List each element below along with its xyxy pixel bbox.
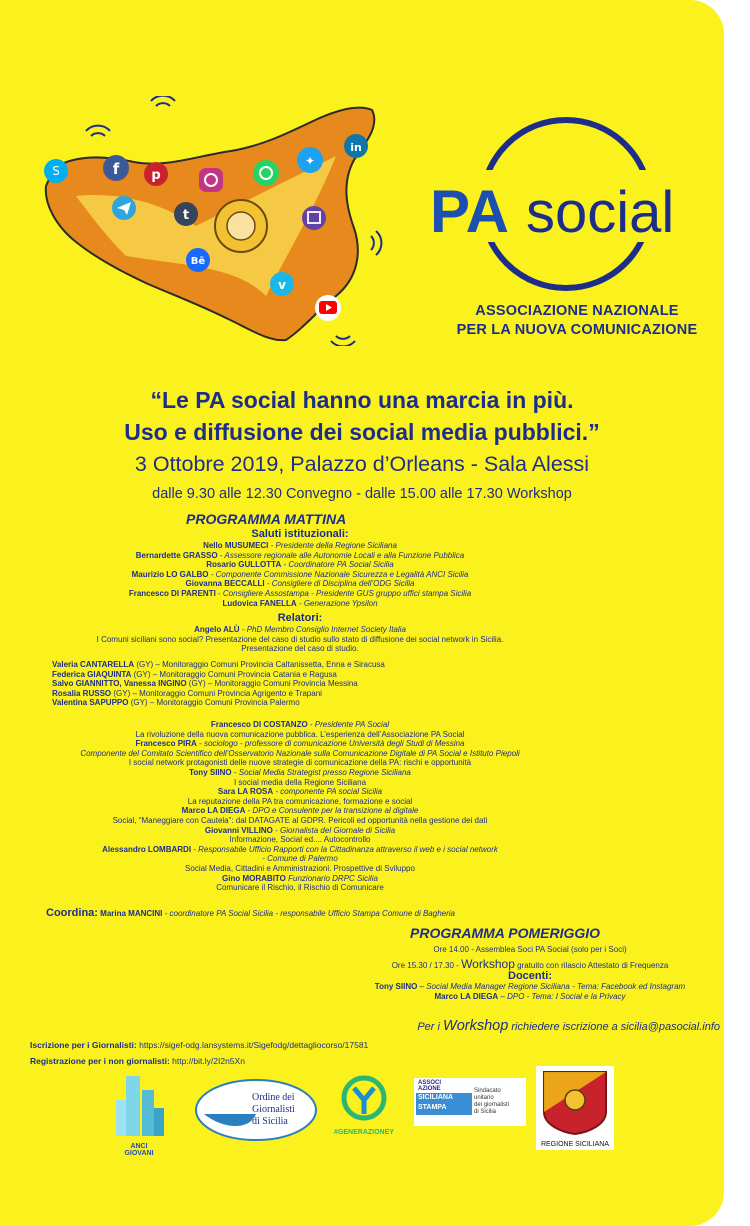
whatsapp-icon — [253, 160, 279, 186]
monitoraggio-line — [52, 679, 572, 689]
youtube-icon — [315, 295, 341, 321]
afternoon-schedule — [340, 944, 720, 1002]
saluto-name: Nello MUSUMECI — [203, 541, 269, 550]
docente-line — [340, 982, 720, 992]
monitoraggio-name: Rosalia RUSSO — [52, 688, 112, 698]
speaker-line — [30, 625, 570, 635]
speaker-role: - Giornalista del Giornale di Sicilia — [272, 825, 396, 835]
speaker-role: - DPO e Consulente per la transizione al digitale — [245, 806, 419, 816]
association-line-1: ASSOCIAZIONE NAZIONALE — [475, 303, 679, 319]
relatori-section — [30, 612, 570, 654]
speaker-name: Angelo ALÙ — [194, 625, 240, 634]
talk-topic: I social media della Regione Siciliana — [233, 777, 367, 787]
talk-topic: I social network protagonisti delle nuove strategie di comunicazione della PA: rischi e opportunità — [128, 758, 472, 768]
morning-program-title: PROGRAMMA MATTINA — [186, 511, 347, 527]
anci-giovani-logo — [104, 1068, 174, 1158]
monitoraggio-name: Federica GIAQUINTA — [52, 669, 132, 679]
others-registration — [30, 1056, 245, 1066]
docente-name: Marco LA DIEGA — [434, 992, 499, 1001]
speaker-role: - PhD Membro Consiglio Internet Society Italia — [239, 625, 406, 634]
assostampa-side-4: di Sicilia — [474, 1109, 497, 1115]
monitoraggio-line — [52, 689, 572, 699]
association-line-2: PER LA NUOVA COMUNICAZIONE — [456, 322, 698, 338]
workshop-request — [340, 1018, 720, 1034]
regione-siciliana-logo — [536, 1066, 614, 1150]
svg-text:S: S — [52, 164, 60, 178]
pa-social-logo — [426, 112, 724, 302]
coordina-line — [46, 907, 455, 919]
monitoraggio-area: (GY) – Monitoraggio Comuni Provincia Caltanissetta, Enna e Siracusa — [134, 660, 385, 669]
relatori-title: Relatori: — [277, 612, 323, 624]
speaker-role: - sociologo - professore di comunicazione Università degli Studi di Messina — [196, 739, 465, 749]
odg-line-3: di Sicilia — [252, 1116, 288, 1127]
saluto-name: Francesco DI PARENTI — [128, 588, 216, 598]
assostampa-top-1: ASSOCI — [418, 1080, 442, 1086]
monitoraggio-area: (GY) – Monitoraggio Comuni Provincia Messina — [186, 679, 358, 689]
speaker-line — [30, 845, 570, 855]
svg-text:t: t — [182, 208, 190, 223]
saluto-role: - Generazione Ypsilon — [296, 598, 378, 608]
speaker-line — [30, 826, 570, 836]
vimeo-icon — [270, 272, 294, 296]
saluti-section — [30, 528, 570, 608]
talk-topic: I Comuni siciliani sono social? Presentazione del caso di studio sullo stato di diffusione dei social network in Sicilia. — [96, 634, 504, 644]
monitoraggio-line — [52, 698, 572, 708]
assostampa-logo — [414, 1078, 526, 1126]
talk-topic: Social Media, Cittadini e Amministrazioni. Prospettive di Sviluppo — [185, 863, 415, 873]
speaker-line — [30, 874, 570, 884]
svg-text:v: v — [278, 278, 286, 292]
svg-text:p: p — [151, 168, 161, 183]
docente-role: – DPO - Tema: I Social e la Privacy — [498, 992, 626, 1001]
odg-line-1: Ordine dei — [252, 1092, 295, 1103]
skype-icon — [44, 159, 68, 183]
saluto-role: - Coordinatore PA Social Sicilia — [281, 560, 394, 570]
docente-line — [340, 992, 720, 1002]
quote-line-1: “Le PA social hanno una marcia in più. — [150, 387, 574, 413]
saluto-line — [30, 551, 570, 561]
speaker-name: Giovanni VILLINO — [204, 825, 273, 835]
saluto-name: Ludovica FANELLA — [222, 598, 297, 608]
talk-topic: La rivoluzione della nuova comunicazione pubblica. L’esperienza dell’Associazione PA Social — [135, 729, 465, 739]
saluto-role: - Componente Commissione Nazionale Sicurezza e Legalità ANCI Sicilia — [208, 569, 469, 579]
speaker-affiliation: Componente del Comitato Scientifico dell’Osservatorio Nazionale sulla Comunicazione Digitale di PA Social e Istituto Piepoli — [80, 748, 520, 758]
logo-pa-text: PA — [430, 178, 509, 245]
assostampa-side-2: unitario — [474, 1095, 494, 1101]
twitch-icon — [302, 206, 326, 230]
saluti-title: Saluti istituzionali: — [251, 528, 349, 540]
monitoraggio-area: (GY) – Monitoraggio Comuni Provincia Palermo — [128, 698, 300, 708]
speaker-line — [30, 787, 570, 797]
speaker-name: Francesco PIRA — [135, 739, 197, 749]
monitoraggio-name: Salvo GIANNITTO, Vanessa INGINO — [52, 679, 187, 689]
linkedin-icon — [344, 134, 368, 158]
event-title-quote — [0, 384, 724, 448]
docente-name: Tony SIINO — [374, 982, 418, 991]
saluto-name: Rosario GULLOTTA — [206, 560, 282, 570]
saluto-name: Maurizio LO GALBO — [131, 569, 209, 579]
others-label: Registrazione per i non giornalisti: — [30, 1056, 170, 1066]
saluto-line — [30, 599, 570, 609]
assostampa-side-3: dei giornalisti — [474, 1102, 510, 1108]
coordina-name: Marina MANCINI — [97, 909, 163, 918]
anci-line-1: ANCI — [130, 1143, 148, 1150]
talk-topic: La reputazione della PA tra comunicazione, formazione e social — [187, 796, 413, 806]
speaker-name: Tony SIINO — [189, 767, 232, 777]
monitoraggio-name: Valentina SAPUPPO — [52, 698, 129, 708]
saluto-name: Bernardette GRASSO — [135, 550, 218, 560]
afternoon-program-title: PROGRAMMA POMERIGGIO — [410, 925, 601, 941]
behance-icon — [186, 248, 210, 272]
journalists-link[interactable]: https://sigef-odg.lansystems.it/Sigefodg/dettagliocorso/17581 — [136, 1040, 369, 1050]
speaker-role: - Social Media Strategist presso Regione Siciliana — [231, 767, 411, 777]
svg-text:f: f — [112, 160, 120, 178]
tumblr-icon — [174, 202, 198, 226]
monitoraggio-line — [52, 670, 572, 680]
sicily-social-map — [36, 96, 386, 346]
monitoraggio-line — [52, 660, 572, 670]
req-workshop: Workshop — [443, 1018, 509, 1034]
assostampa-big-2: STAMPA — [418, 1104, 447, 1111]
generazione-y-logo — [328, 1074, 400, 1144]
afternoon-assembly: Ore 14.00 - Assemblea Soci PA Social (solo per i Soci) — [433, 945, 627, 954]
assostampa-big-1: SICILIANA — [418, 1094, 453, 1101]
speaker-name: Alessandro LOMBARDI — [102, 844, 192, 854]
facebook-icon — [103, 155, 129, 181]
saluto-name: Giovanna BECCALLI — [185, 579, 265, 589]
monitoraggio-list — [52, 660, 572, 708]
journalists-label: Iscrizione per i Giornalisti: — [30, 1040, 137, 1050]
instagram-icon — [199, 168, 223, 192]
req-pre: Per i — [417, 1021, 444, 1033]
speaker-name: Marco LA DIEGA — [181, 806, 246, 816]
docente-role: – Social Media Manager Regione Siciliana - Tema: Facebook ed Instagram — [417, 982, 686, 991]
association-tagline — [430, 302, 724, 340]
saluto-role: - Assessore regionale alle Autonomie Locali e alla Funzione Pubblica — [217, 550, 465, 560]
event-hours: dalle 9.30 alle 12.30 Convegno - dalle 15.00 alle 17.30 Workshop — [152, 486, 572, 502]
odg-line-2: Giornalisti — [252, 1104, 295, 1115]
workshop-desc: gratuito con rilascio Attestato di Frequenza — [514, 961, 669, 970]
svg-text:in: in — [350, 141, 362, 154]
svg-text:✦: ✦ — [304, 154, 316, 168]
saluto-line — [30, 560, 570, 570]
speaker-name: Francesco DI COSTANZO — [210, 720, 308, 729]
quote-line-2: Uso e diffusione dei social media pubblici.” — [124, 419, 600, 445]
ordine-giornalisti-logo — [194, 1078, 318, 1142]
talk-topic: Informazione, Social ed.... Autocontrollo — [229, 835, 371, 845]
saluti-list — [30, 541, 570, 608]
speaker-role: - Presidente PA Social — [307, 720, 390, 729]
monitoraggio-name: Valeria CANTARELLA — [52, 660, 135, 669]
saluto-line — [30, 579, 570, 589]
docenti-list — [340, 982, 720, 1002]
talks-list — [30, 720, 570, 893]
journalists-registration — [30, 1040, 368, 1050]
regione-label: REGIONE SICILIANA — [540, 1141, 610, 1148]
event-date: 3 Ottobre 2019, Palazzo d’Orleans - Sala Alessi — [134, 452, 590, 476]
docenti-title: Docenti: — [508, 970, 552, 982]
saluto-line — [30, 589, 570, 599]
speaker-name: Gino MORABITO — [222, 873, 286, 883]
gy-label: #GENERAZIONEY — [334, 1129, 394, 1136]
svg-text:Bē: Bē — [190, 256, 206, 267]
assostampa-top-2: AZIONE — [418, 1086, 441, 1092]
speaker-role: - Responsabile Ufficio Rapporti con la Cittadinanza attraverso il web e i social network — [191, 844, 498, 854]
speaker-line — [30, 806, 570, 816]
pinterest-icon — [144, 162, 168, 186]
saluto-role: - Presidente della Regione Siciliana — [268, 541, 397, 550]
speaker-line — [30, 739, 570, 749]
coordina-role: - coordinatore PA Social Sicilia - responsabile Ufficio Stampa Comune di Bagheria — [162, 909, 455, 918]
talk-topic: Presentazione del caso di studio. — [241, 644, 359, 654]
speaker-name: Sara LA ROSA — [217, 787, 274, 797]
monitoraggio-area: (GY) – Monitoraggio Comuni Provincia Catania e Ragusa — [131, 669, 337, 679]
req-email: richiedere iscrizione a sicilia@pasocial.info — [508, 1021, 720, 1033]
talk-topic: Comunicare il Rischio, il Rischio di Comunicare — [216, 883, 384, 893]
telegram-icon — [112, 196, 136, 220]
workshop-time: Ore 15.30 / 17.30 - — [391, 961, 462, 970]
saluto-role: - Consigliere di Disciplina dell’ODG Sicilia — [264, 579, 415, 589]
speaker-line — [30, 720, 570, 730]
saluto-role: - Consigliere Assostampa - Presidente GUS gruppo uffici stampa Sicilia — [215, 588, 472, 598]
others-link[interactable]: http://bit.ly/2I2n5Xn — [169, 1056, 245, 1066]
assostampa-side-1: Sindacato — [474, 1088, 501, 1094]
anci-line-2: GIOVANI — [124, 1150, 154, 1157]
workshop-word: Workshop — [461, 957, 515, 971]
speaker-role: Funzionario DRPC Sicilia — [285, 873, 378, 883]
speaker-line — [30, 768, 570, 778]
saluto-line — [30, 541, 570, 551]
speaker-affiliation: - Comune di Palermo — [262, 854, 338, 864]
monitoraggio-area: (GY) – Monitoraggio Comuni Provincia Agrigento e Trapani — [111, 688, 322, 698]
saluto-line — [30, 570, 570, 580]
twitter-icon — [297, 147, 323, 173]
speaker-role: - componente PA social Sicilia — [273, 787, 383, 797]
coordina-label: Coordina: — [46, 907, 98, 919]
talk-topic: Social, “Maneggiare con Cautela”: dal DATAGATE al GDPR. Pericoli ed opportunità nella gestione dei dati — [112, 815, 488, 825]
logo-social-text: social — [526, 180, 675, 245]
